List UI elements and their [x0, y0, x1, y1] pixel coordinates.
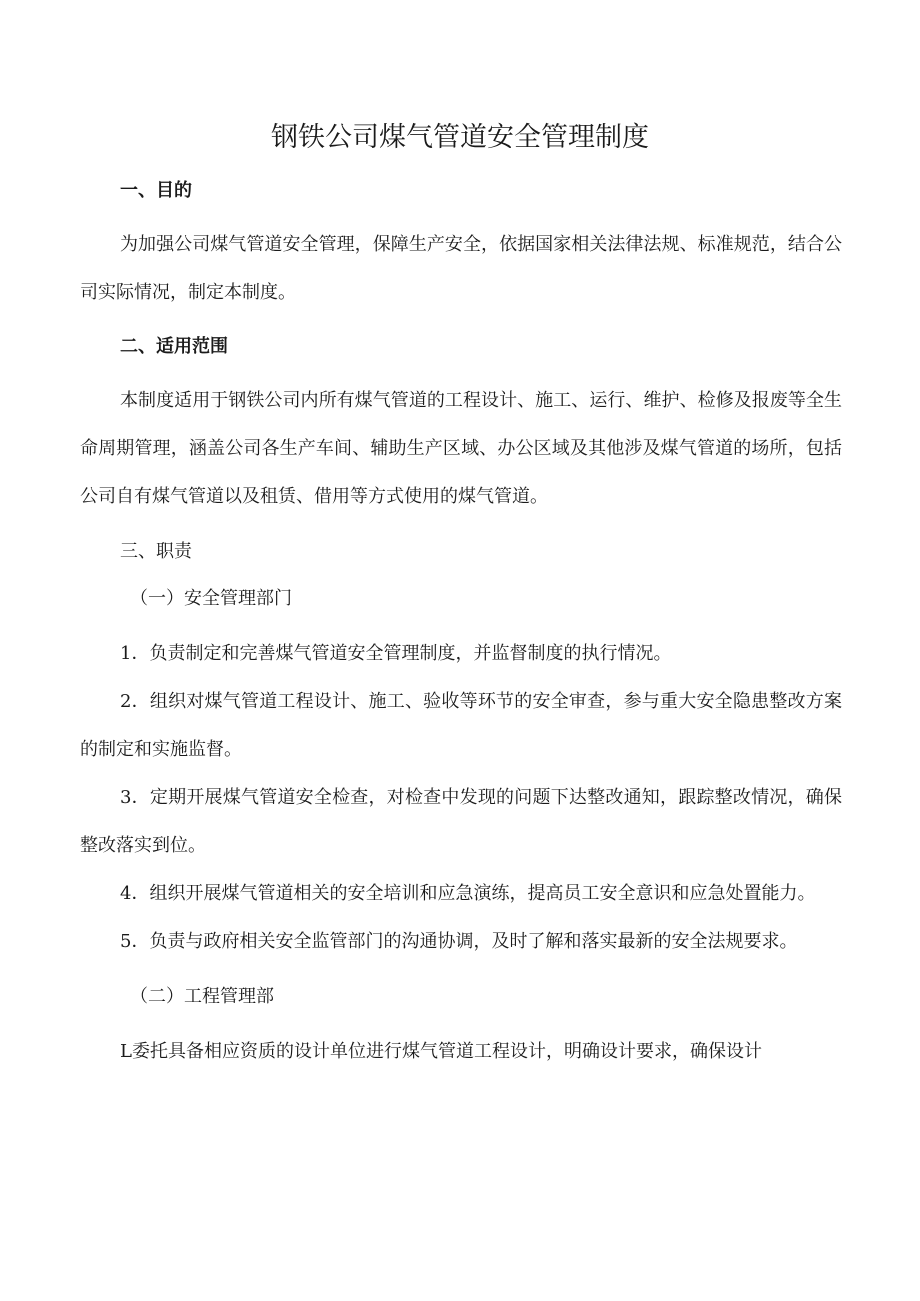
paragraph-purpose: 为加强公司煤气管道安全管理，保障生产安全，依据国家相关法律法规、标准规范，结合公司实际情况，制定本制度。: [80, 234, 842, 303]
list-item: 1．负责制定和完善煤气管道安全管理制度，并监督制度的执行情况。: [120, 643, 672, 664]
subsection-heading-safety-dept: （一）安全管理部门: [130, 588, 292, 609]
document-body: [80, 175, 842, 1076]
list-item: 2．组织对煤气管道工程设计、施工、验收等环节的安全审查，参与重大安全隐患整改方案的制定和实施监督。: [80, 691, 842, 760]
paragraph-scope: 本制度适用于钢铁公司内所有煤气管道的工程设计、施工、运行、维护、检修及报废等全生命周期管理，涵盖公司各生产车间、辅助生产区域、办公区域及其他涉及煤气管道的场所，包括公司自有煤气管道以及租赁、借用等方式使用的煤气管道。: [80, 390, 842, 507]
section-heading-scope: 二、适用范围: [120, 336, 228, 357]
subsection-heading-engineering-dept: （二）工程管理部: [130, 986, 274, 1007]
list-item: 3．定期开展煤气管道安全检查，对检查中发现的问题下达整改通知，跟踪整改情况，确保整改落实到位。: [80, 787, 842, 856]
list-item: 4．组织开展煤气管道相关的安全培训和应急演练，提高员工安全意识和应急处置能力。: [120, 883, 816, 904]
list-item: L委托具备相应资质的设计单位进行煤气管道工程设计，明确设计要求，确保设计: [120, 1041, 762, 1062]
document-title: 钢铁公司煤气管道安全管理制度: [271, 122, 649, 153]
section-heading-purpose: 一、目的: [120, 180, 192, 201]
section-heading-responsibilities: 三、职责: [120, 541, 192, 562]
list-item: 5．负责与政府相关安全监管部门的沟通协调，及时了解和落实最新的安全法规要求。: [120, 931, 798, 952]
